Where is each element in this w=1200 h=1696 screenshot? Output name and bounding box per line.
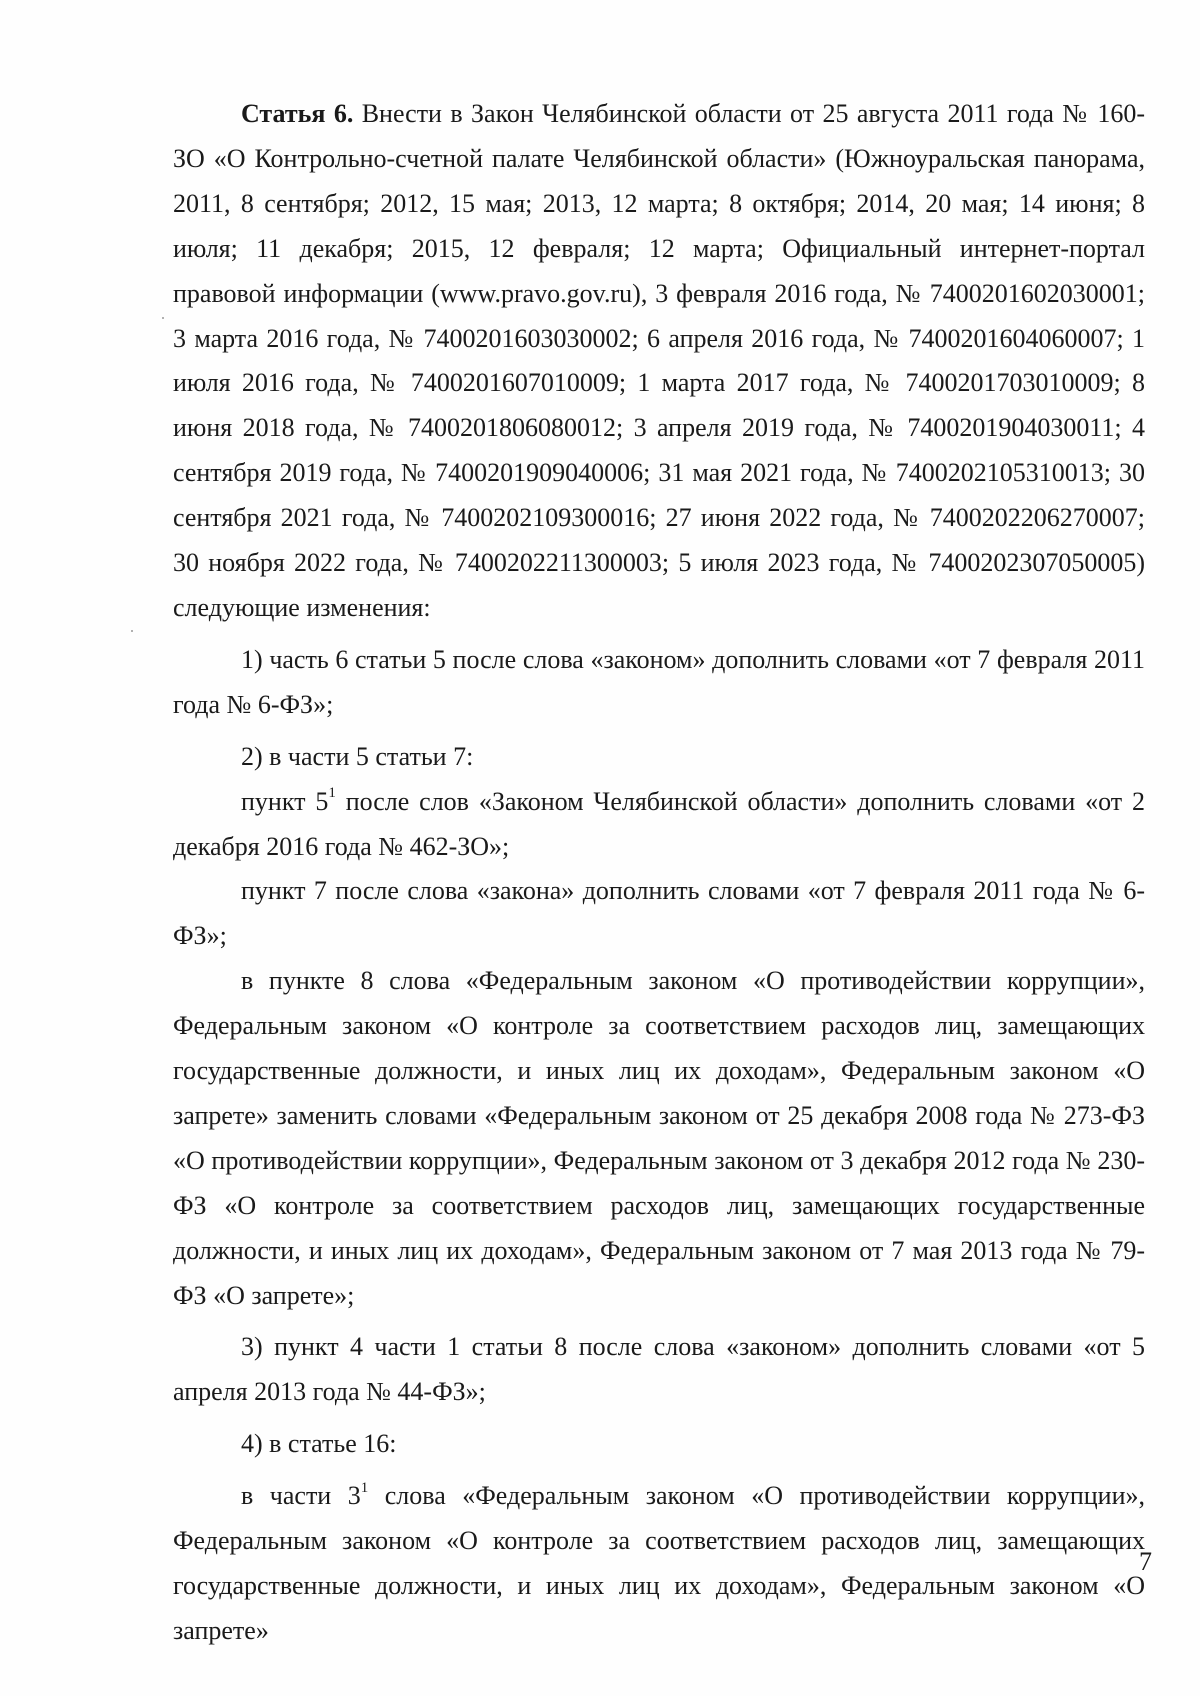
item-2-paragraph-2: пункт 7 после слова «закона» дополнить словами «от 7 февраля 2011 года № 6-ФЗ»; (173, 876, 1145, 951)
item-4-paragraph-1 (173, 1474, 1145, 1654)
article-intro: Внести в Закон Челябинской области от 25 августа 2011 года № 160-ЗО «О Контрольно-счетной палате Челябинской области» (Южноуральская панорама, 2011, 8 сентября; 2012, 15 мая; 2013, 12 марта; 8 октября; 2014, 20 мая; 14 июня; 8 июля; 11 декабря; 2015, 12 февраля; 12 марта; Официальный интернет-портал правовой информации (www.pravo.gov.ru), 3 февраля 2016 года, № 7400201602030001; 3 марта 2016 года, № 7400201603030002; 6 апреля 2016 года, № 7400201604060007; 1 июля 2016 года, № 7400201607010009; 1 марта 2017 года, № 7400201703010009; 8 июня 2018 года, № 7400201806080012; 3 апреля 2019 года, № 7400201904030011; 4 сентября 2019 года, № 7400201909040006; 31 мая 2021 года, № 7400202105310013; 30 сентября 2021 года, № 7400202109300016; 27 июня 2022 года, № 7400202206270007; 30 ноября 2022 года, № 7400202211300003; 5 июля 2023 года, № 7400202307050005) следующие изменения: (173, 99, 1146, 622)
superscript: 1 (328, 784, 336, 801)
superscript: 1 (360, 1479, 369, 1496)
item-4-p1-before: в части 3 (241, 1481, 361, 1511)
item-2-paragraph-1 (173, 780, 1145, 870)
scan-speck (162, 317, 164, 319)
document-body (173, 92, 1145, 1654)
item-2-p1-after: после слов «Законом Челябинской области» дополнить словами «от 2 декабря 2016 года № 462-ЗО»; (173, 786, 1145, 861)
item-2: 2) в части 5 статьи 7: (241, 741, 474, 771)
item-2-paragraph-3: в пункте 8 слова «Федеральным законом «О противодействии коррупции», Федеральным законом «О контроле за соответствием расходов лиц, замещающих государственные должности, и иных лиц их доходам», Федеральным законом «О запрете» заменить словами «Федеральным законом от 25 декабря 2008 года № 273-ФЗ «О противодействии коррупции», Федеральным законом от 3 декабря 2012 года № 230-ФЗ «О контроле за соответствием расходов лиц, замещающих государственные должности, и иных лиц их доходам», Федеральным законом от 7 мая 2013 года № 79-ФЗ «О запрете»; (173, 966, 1145, 1310)
article-label: Статья 6. (241, 99, 354, 128)
scan-speck (131, 630, 133, 632)
item-4-p1-after: слова «Федеральным законом «О противодействии коррупции», Федеральным законом «О контроле за соответствием расходов лиц, замещающих государственные должности, и иных лиц их доходам», Федеральным законом «О запрете» (173, 1481, 1145, 1645)
item-4: 4) в статье 16: (241, 1429, 397, 1459)
item-3: 3) пункт 4 части 1 статьи 8 после слова «законом» дополнить словами «от 5 апреля 2013 года № 44-ФЗ»; (173, 1332, 1145, 1407)
item-2-p1-before: пункт 5 (241, 786, 329, 816)
page-number: 7 (1139, 1547, 1152, 1576)
item-1: 1) часть 6 статьи 5 после слова «законом» дополнить словами «от 7 февраля 2011 года № 6-ФЗ»; (173, 644, 1145, 719)
article-6-paragraph (173, 92, 1145, 631)
